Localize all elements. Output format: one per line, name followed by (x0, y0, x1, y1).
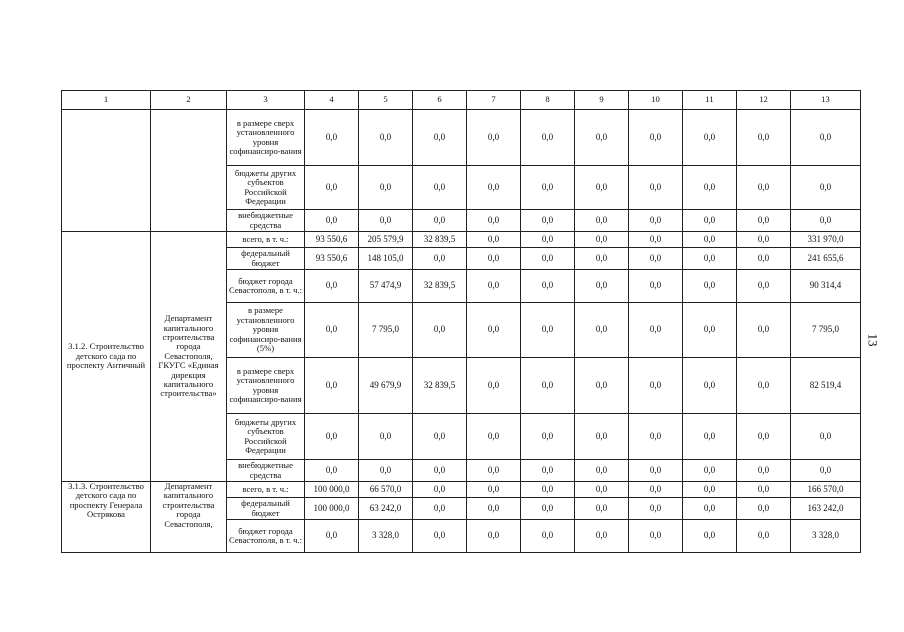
funding-source-cell: в размере установленного уровня софинансиро-вания (5%) (227, 303, 305, 358)
value-cell: 163 242,0 (791, 498, 861, 520)
value-cell: 0,0 (359, 166, 413, 210)
value-cell: 0,0 (521, 414, 575, 460)
value-cell: 0,0 (575, 232, 629, 248)
column-header: 2 (151, 91, 227, 110)
value-cell: 0,0 (521, 358, 575, 414)
value-cell: 0,0 (683, 358, 737, 414)
value-cell: 0,0 (737, 232, 791, 248)
value-cell: 0,0 (521, 482, 575, 498)
column-header: 7 (467, 91, 521, 110)
measure-code-cell: 3.1.3. Строительство детского сада по проспекту Генерала Острякова (62, 482, 151, 553)
value-cell: 0,0 (413, 498, 467, 520)
value-cell: 0,0 (737, 482, 791, 498)
value-cell: 0,0 (359, 110, 413, 166)
value-cell: 0,0 (683, 270, 737, 303)
value-cell: 166 570,0 (791, 482, 861, 498)
value-cell: 0,0 (629, 270, 683, 303)
column-header: 10 (629, 91, 683, 110)
value-cell: 0,0 (467, 248, 521, 270)
measure-code-cell: 3.1.2. Строительство детского сада по проспекту Античный (62, 232, 151, 482)
value-cell: 0,0 (629, 498, 683, 520)
value-cell: 0,0 (467, 110, 521, 166)
value-cell: 0,0 (467, 270, 521, 303)
value-cell: 0,0 (737, 520, 791, 553)
value-cell: 0,0 (521, 460, 575, 482)
value-cell: 0,0 (683, 210, 737, 232)
value-cell: 0,0 (629, 460, 683, 482)
column-header: 9 (575, 91, 629, 110)
value-cell: 0,0 (575, 520, 629, 553)
value-cell: 32 839,5 (413, 270, 467, 303)
column-header: 4 (305, 91, 359, 110)
value-cell: 148 105,0 (359, 248, 413, 270)
value-cell: 0,0 (629, 414, 683, 460)
column-header: 13 (791, 91, 861, 110)
value-cell: 0,0 (737, 498, 791, 520)
value-cell: 0,0 (467, 520, 521, 553)
value-cell: 57 474,9 (359, 270, 413, 303)
value-cell: 3 328,0 (359, 520, 413, 553)
value-cell: 0,0 (737, 210, 791, 232)
value-cell: 3 328,0 (791, 520, 861, 553)
funding-source-cell: всего, в т. ч.: (227, 482, 305, 498)
value-cell: 0,0 (629, 110, 683, 166)
executor-cell (151, 110, 227, 232)
value-cell: 0,0 (305, 303, 359, 358)
value-cell: 0,0 (467, 210, 521, 232)
value-cell: 0,0 (413, 482, 467, 498)
value-cell: 0,0 (683, 232, 737, 248)
value-cell: 0,0 (305, 520, 359, 553)
value-cell: 0,0 (413, 303, 467, 358)
value-cell: 331 970,0 (791, 232, 861, 248)
value-cell: 0,0 (575, 482, 629, 498)
column-header: 6 (413, 91, 467, 110)
value-cell: 0,0 (305, 210, 359, 232)
value-cell: 0,0 (629, 358, 683, 414)
value-cell: 0,0 (413, 166, 467, 210)
funding-source-cell: бюджеты других субъектов Российской Федерации (227, 414, 305, 460)
funding-source-cell: внебюджетные средства (227, 210, 305, 232)
funding-source-cell: в размере сверх установленного уровня софинансиро-вания (227, 110, 305, 166)
value-cell: 0,0 (629, 520, 683, 553)
value-cell: 49 679,9 (359, 358, 413, 414)
value-cell: 0,0 (575, 270, 629, 303)
value-cell: 0,0 (737, 166, 791, 210)
column-header: 5 (359, 91, 413, 110)
value-cell: 0,0 (305, 270, 359, 303)
value-cell: 0,0 (737, 460, 791, 482)
value-cell: 0,0 (575, 460, 629, 482)
value-cell: 0,0 (305, 414, 359, 460)
value-cell: 0,0 (305, 166, 359, 210)
value-cell: 0,0 (683, 414, 737, 460)
value-cell: 0,0 (575, 358, 629, 414)
value-cell: 0,0 (629, 232, 683, 248)
value-cell: 0,0 (575, 498, 629, 520)
value-cell: 0,0 (359, 460, 413, 482)
funding-table (61, 90, 861, 553)
value-cell: 0,0 (521, 520, 575, 553)
value-cell: 0,0 (575, 414, 629, 460)
value-cell: 0,0 (467, 166, 521, 210)
column-header: 3 (227, 91, 305, 110)
value-cell: 0,0 (791, 110, 861, 166)
value-cell: 0,0 (305, 460, 359, 482)
value-cell: 0,0 (737, 248, 791, 270)
value-cell: 0,0 (521, 270, 575, 303)
column-header-row (62, 91, 861, 110)
value-cell: 0,0 (467, 498, 521, 520)
funding-source-cell: бюджет города Севастополя, в т. ч.: (227, 270, 305, 303)
value-cell: 0,0 (413, 414, 467, 460)
funding-source-cell: федеральный бюджет (227, 498, 305, 520)
value-cell: 0,0 (413, 248, 467, 270)
value-cell: 0,0 (629, 303, 683, 358)
value-cell: 241 655,6 (791, 248, 861, 270)
value-cell: 0,0 (791, 166, 861, 210)
value-cell: 0,0 (737, 303, 791, 358)
value-cell: 0,0 (737, 414, 791, 460)
value-cell: 0,0 (467, 303, 521, 358)
funding-source-cell: бюджеты других субъектов Российской Федерации (227, 166, 305, 210)
value-cell: 0,0 (521, 248, 575, 270)
value-cell: 0,0 (521, 232, 575, 248)
funding-source-cell: бюджет города Севастополя, в т. ч.: (227, 520, 305, 553)
value-cell: 100 000,0 (305, 498, 359, 520)
value-cell: 0,0 (467, 358, 521, 414)
value-cell: 0,0 (521, 303, 575, 358)
value-cell: 0,0 (359, 414, 413, 460)
value-cell: 7 795,0 (359, 303, 413, 358)
value-cell: 0,0 (521, 166, 575, 210)
value-cell: 205 579,9 (359, 232, 413, 248)
funding-source-cell: федеральный бюджет (227, 248, 305, 270)
value-cell: 0,0 (305, 358, 359, 414)
value-cell: 0,0 (629, 166, 683, 210)
value-cell: 0,0 (575, 110, 629, 166)
value-cell: 90 314,4 (791, 270, 861, 303)
value-cell: 0,0 (683, 110, 737, 166)
value-cell: 0,0 (683, 460, 737, 482)
value-cell: 0,0 (305, 110, 359, 166)
table-row (62, 110, 861, 166)
value-cell: 0,0 (629, 248, 683, 270)
page-number: 13 (865, 333, 881, 347)
value-cell: 0,0 (683, 482, 737, 498)
value-cell: 0,0 (359, 210, 413, 232)
value-cell: 0,0 (467, 232, 521, 248)
value-cell: 0,0 (575, 248, 629, 270)
value-cell: 32 839,5 (413, 232, 467, 248)
value-cell: 93 550,6 (305, 248, 359, 270)
column-header: 12 (737, 91, 791, 110)
table-row (62, 482, 861, 498)
value-cell: 0,0 (413, 210, 467, 232)
executor-cell: Департамент капитального строительства города Севастополя, (151, 482, 227, 553)
value-cell: 0,0 (737, 358, 791, 414)
value-cell: 0,0 (683, 166, 737, 210)
value-cell: 66 570,0 (359, 482, 413, 498)
value-cell: 0,0 (467, 482, 521, 498)
value-cell: 0,0 (737, 270, 791, 303)
value-cell: 0,0 (791, 414, 861, 460)
value-cell: 0,0 (467, 414, 521, 460)
executor-cell: Департамент капитального строительства города Севастополя, ГКУГС «Единая дирекция капитального строительства» (151, 232, 227, 482)
value-cell: 0,0 (683, 498, 737, 520)
value-cell: 0,0 (575, 303, 629, 358)
value-cell: 0,0 (791, 460, 861, 482)
value-cell: 0,0 (575, 166, 629, 210)
value-cell: 32 839,5 (413, 358, 467, 414)
column-header: 11 (683, 91, 737, 110)
value-cell: 0,0 (467, 460, 521, 482)
funding-source-cell: внебюджетные средства (227, 460, 305, 482)
value-cell: 100 000,0 (305, 482, 359, 498)
value-cell: 7 795,0 (791, 303, 861, 358)
value-cell: 0,0 (413, 520, 467, 553)
value-cell: 63 242,0 (359, 498, 413, 520)
value-cell: 0,0 (521, 110, 575, 166)
value-cell: 0,0 (791, 210, 861, 232)
column-header: 8 (521, 91, 575, 110)
funding-source-cell: всего, в т. ч.: (227, 232, 305, 248)
value-cell: 0,0 (413, 460, 467, 482)
value-cell: 0,0 (683, 303, 737, 358)
value-cell: 0,0 (521, 210, 575, 232)
table-row (62, 232, 861, 248)
value-cell: 0,0 (683, 248, 737, 270)
value-cell: 0,0 (629, 210, 683, 232)
value-cell: 0,0 (521, 498, 575, 520)
column-header: 1 (62, 91, 151, 110)
measure-code-cell (62, 110, 151, 232)
value-cell: 0,0 (737, 110, 791, 166)
value-cell: 0,0 (413, 110, 467, 166)
value-cell: 0,0 (683, 520, 737, 553)
value-cell: 82 519,4 (791, 358, 861, 414)
value-cell: 93 550,6 (305, 232, 359, 248)
funding-source-cell: в размере сверх установленного уровня софинансиро-вания (227, 358, 305, 414)
value-cell: 0,0 (629, 482, 683, 498)
value-cell: 0,0 (575, 210, 629, 232)
